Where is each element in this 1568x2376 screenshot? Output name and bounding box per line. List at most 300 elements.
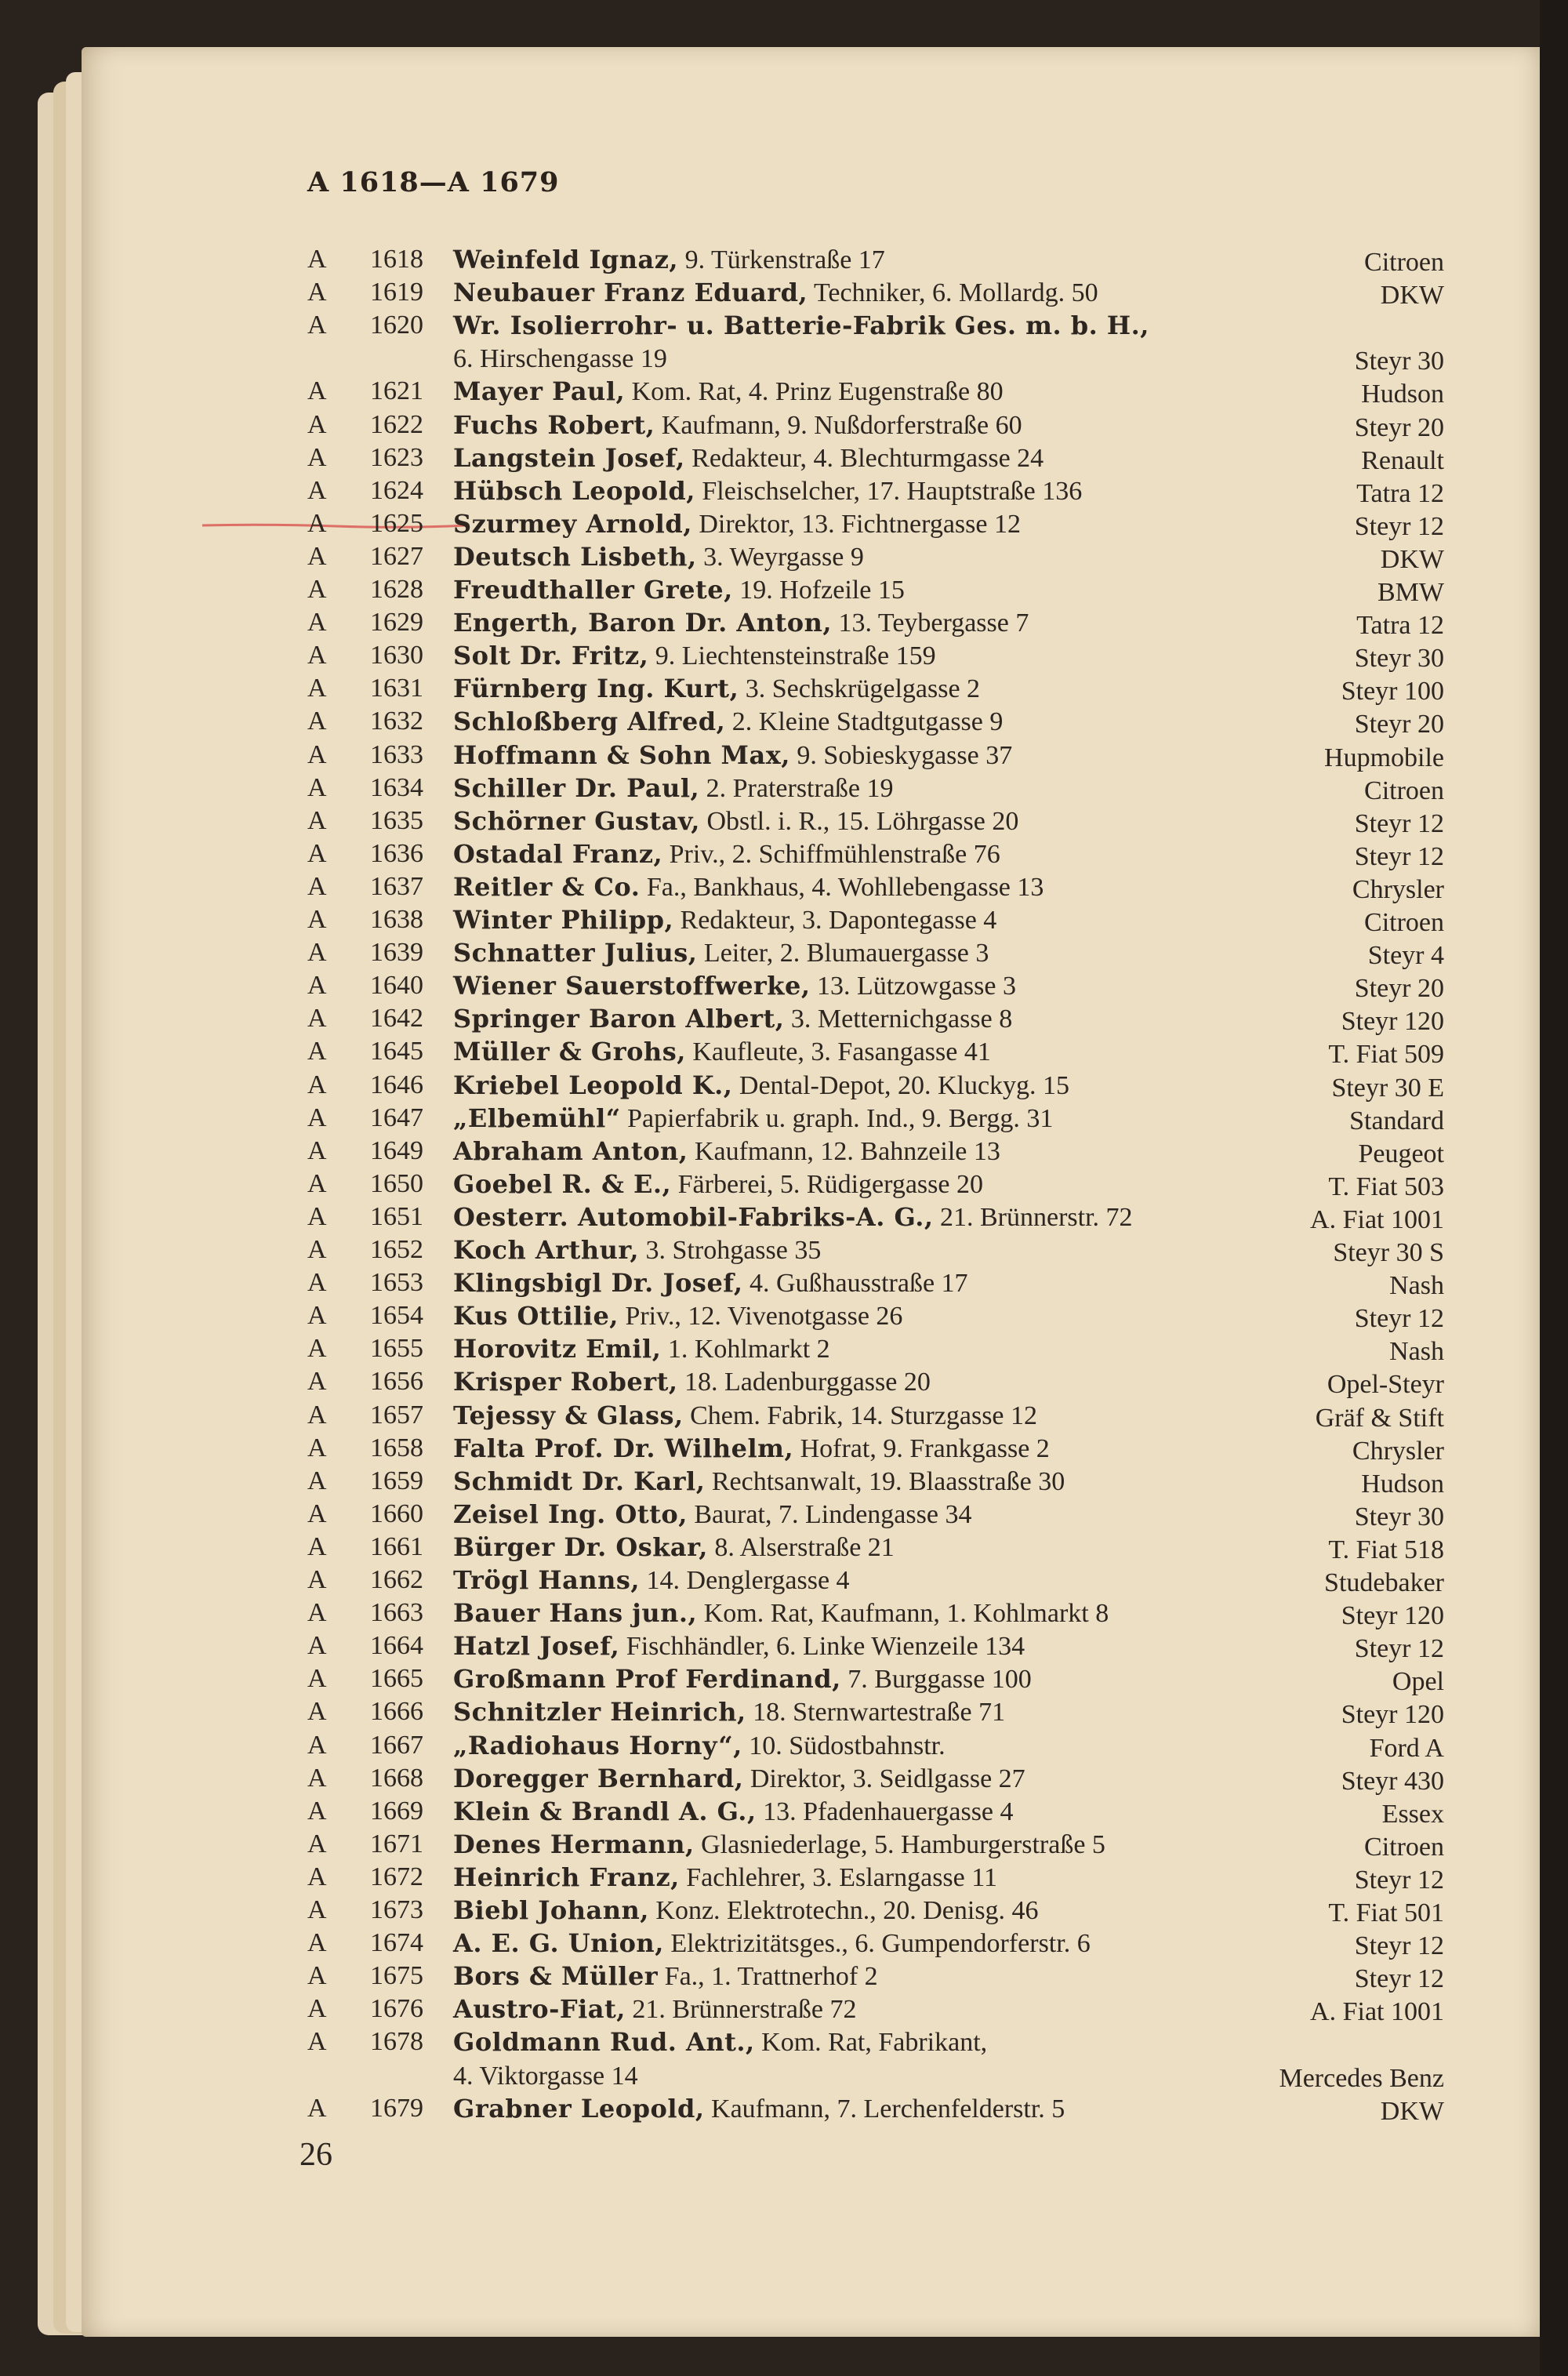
owner-entry (453, 1235, 821, 1266)
owner-name: „Elbemühl“ (453, 1103, 621, 1133)
owner-details: 2. Kleine Stadtgutgasse 9 (725, 707, 1004, 737)
plate-prefix: A (307, 2093, 327, 2123)
owner-entry (453, 1004, 1012, 1034)
car-make: T. Fiat 503 (1328, 1172, 1444, 1201)
registry-entry (0, 376, 1568, 409)
owner-details: Dental-Depot, 20. Kluckyg. 15 (732, 1070, 1070, 1100)
plate-number: 1655 (370, 1334, 423, 1364)
owner-entry (453, 674, 980, 704)
registry-entry (0, 971, 1568, 1004)
car-make: Studebaker (1324, 1568, 1444, 1597)
owner-entry (453, 773, 894, 804)
car-make: Steyr 20 (1354, 710, 1444, 739)
owner-name: Heinrich Franz, (453, 1862, 680, 1892)
car-make: BMW (1377, 578, 1444, 607)
plate-prefix: A (307, 541, 327, 571)
owner-details: 3. Strohgasse 35 (639, 1236, 822, 1265)
registry-entry (0, 872, 1568, 905)
plate-prefix: A (307, 1201, 327, 1231)
owner-entry (453, 1697, 1005, 1728)
plate-number: 1624 (370, 475, 423, 505)
plate-prefix: A (307, 311, 327, 340)
owner-name: Goldmann Rud. Ant., (453, 2027, 755, 2058)
owner-name: Wiener Sauerstoffwerke, (453, 971, 811, 1001)
registry-entry (0, 1961, 1568, 1994)
registry-entry (0, 1401, 1568, 1433)
owner-name: Engerth, Baron Dr. Anton, (453, 608, 833, 638)
plate-number: 1645 (370, 1037, 423, 1066)
registry-entry (0, 278, 1568, 311)
plate-prefix: A (307, 1367, 327, 1397)
owner-entry (453, 343, 667, 374)
owner-details: 2. Praterstraße 19 (699, 773, 894, 803)
owner-name: A. E. G. Union, (453, 1928, 664, 1959)
owner-name: Krisper Robert, (453, 1367, 678, 1397)
plate-number: 1639 (370, 938, 423, 968)
plate-number: 1635 (370, 805, 423, 835)
owner-name: Schnatter Julius, (453, 938, 698, 968)
owner-name: Schörner Gustav, (453, 805, 700, 836)
owner-entry (453, 376, 1004, 407)
owner-details: 4. Viktorgasse 14 (453, 2061, 638, 2091)
plate-number: 1652 (370, 1235, 423, 1264)
owner-name: Denes Hermann, (453, 1829, 695, 1859)
car-make: Citroen (1364, 908, 1444, 937)
plate-number: 1619 (370, 278, 423, 307)
plate-number: 1678 (370, 2027, 423, 2057)
plate-number: 1623 (370, 442, 423, 472)
registry-entry (0, 1169, 1568, 1202)
plate-number: 1630 (370, 641, 423, 670)
owner-details: 13. Pfadenhauergasse 4 (756, 1797, 1014, 1826)
car-make: Mercedes Benz (1279, 2063, 1444, 2093)
plate-prefix: A (307, 1334, 327, 1364)
owner-details: Konz. Elektrotechn., 20. Denisg. 46 (648, 1896, 1039, 1925)
car-make: DKW (1380, 281, 1444, 311)
owner-name: Großmann Prof Ferdinand, (453, 1664, 841, 1695)
owner-details: 21. Brünnerstraße 72 (625, 1995, 857, 2025)
owner-entry (453, 1731, 946, 1761)
owner-entry (453, 740, 1012, 771)
owner-entry (453, 872, 1044, 903)
owner-name: Schloßberg Alfred, (453, 707, 726, 737)
owner-name: Bauer Hans jun., (453, 1598, 698, 1629)
owner-details: 9. Sobieskygasse 37 (789, 740, 1013, 770)
plate-number: 1649 (370, 1135, 423, 1165)
car-make: DKW (1380, 544, 1444, 574)
owner-entry (453, 905, 996, 936)
plate-number: 1663 (370, 1598, 423, 1628)
plate-prefix: A (307, 1961, 327, 1991)
plate-prefix: A (307, 1928, 327, 1958)
owner-details: 8. Alserstraße 21 (707, 1532, 895, 1562)
car-make: A. Fiat 1001 (1310, 1997, 1444, 2027)
owner-name: Langstein Josef, (453, 442, 685, 473)
plate-number: 1658 (370, 1433, 423, 1462)
plate-number: 1633 (370, 739, 423, 769)
owner-entry (453, 1037, 991, 1067)
owner-details: 13. Teybergasse 7 (832, 609, 1029, 638)
owner-name: Schmidt Dr. Karl, (453, 1466, 706, 1496)
owner-entry (453, 707, 1003, 737)
registry-entry (0, 839, 1568, 872)
owner-entry (453, 1862, 997, 1893)
owner-name: Mayer Paul, (453, 376, 626, 407)
owner-entry (453, 1401, 1037, 1431)
car-make: Steyr 100 (1341, 677, 1444, 707)
plate-prefix: A (307, 1400, 327, 1430)
plate-number: 1665 (370, 1664, 423, 1694)
registry-entry (0, 1136, 1568, 1169)
plate-number: 1636 (370, 838, 423, 868)
owner-entry (453, 1136, 1000, 1167)
car-make: DKW (1380, 2096, 1444, 2126)
plate-prefix: A (307, 278, 327, 307)
car-make: Steyr 120 (1341, 1601, 1444, 1631)
plate-prefix: A (307, 1531, 327, 1561)
car-make: Nash (1389, 1337, 1444, 1367)
owner-details: Fa., Bankhaus, 4. Wohllebengasse 13 (640, 872, 1044, 902)
owner-details: Kaufmann, 12. Bahnzeile 13 (688, 1136, 1000, 1166)
registry-entry (0, 443, 1568, 476)
registry-entry (0, 1697, 1568, 1730)
registry-entry (0, 1829, 1568, 1862)
owner-name: Fuchs Robert, (453, 409, 655, 440)
owner-details: Fischhändler, 6. Linke Wienzeile 134 (619, 1632, 1025, 1662)
registry-entry (0, 1928, 1568, 1961)
owner-name: Abraham Anton, (453, 1135, 688, 1166)
plate-prefix: A (307, 905, 327, 934)
owner-entry (453, 1202, 1133, 1233)
owner-details: 10. Südostbahnstr. (742, 1731, 946, 1760)
car-make: Steyr 120 (1341, 1007, 1444, 1037)
owner-entry (453, 641, 936, 671)
registry-entry (0, 1895, 1568, 1928)
plate-number: 1642 (370, 1004, 423, 1034)
plate-number: 1676 (370, 1994, 423, 2024)
owner-name: Freudthaller Grete, (453, 575, 733, 605)
car-make: Steyr 20 (1354, 974, 1444, 1004)
owner-name: Hoffmann & Sohn Max, (453, 739, 790, 770)
owner-name: Springer Baron Albert, (453, 1004, 785, 1034)
car-make: Steyr 4 (1367, 941, 1444, 971)
owner-entry (453, 1433, 1050, 1464)
plate-number: 1668 (370, 1763, 423, 1793)
car-make: Opel (1392, 1667, 1444, 1697)
car-make: Steyr 12 (1354, 1964, 1444, 1994)
car-make: Steyr 12 (1354, 1304, 1444, 1334)
owner-entry (453, 1334, 830, 1364)
owner-name: „Radiohaus Horny“, (453, 1730, 742, 1760)
owner-details: 1. Kohlmarkt 2 (661, 1335, 830, 1364)
owner-details: Chem. Fabrik, 14. Sturzgasse 12 (683, 1401, 1038, 1430)
plate-number: 1627 (370, 541, 423, 571)
registry-entry (0, 1664, 1568, 1697)
owner-entry (453, 1631, 1025, 1662)
owner-entry (453, 410, 1022, 441)
owner-entry (453, 1532, 895, 1563)
owner-name: Kus Ottilie, (453, 1301, 619, 1332)
owner-entry (453, 1301, 902, 1332)
plate-prefix: A (307, 871, 327, 901)
plate-number: 1671 (370, 1829, 423, 1858)
owner-name: Neubauer Franz Eduard, (453, 278, 808, 308)
registry-entry (0, 509, 1568, 542)
car-make: Steyr 30 E (1331, 1073, 1444, 1103)
registry-entry (0, 905, 1568, 938)
car-make: Renault (1361, 445, 1444, 475)
car-make: Steyr 30 (1354, 1502, 1444, 1531)
registry-entry (0, 1103, 1568, 1136)
car-make: Steyr 30 S (1333, 1238, 1444, 1267)
owner-name: Schnitzler Heinrich, (453, 1697, 746, 1728)
owner-name: Oesterr. Automobil-Fabriks-A. G., (453, 1201, 934, 1232)
registry-entry (0, 674, 1568, 707)
plate-prefix: A (307, 1862, 327, 1891)
registry-entry (0, 1499, 1568, 1532)
owner-details: Hofrat, 9. Frankgasse 2 (793, 1433, 1050, 1463)
plate-prefix: A (307, 475, 327, 505)
owner-name: Hatzl Josef, (453, 1631, 620, 1662)
plate-number: 1640 (370, 971, 423, 1001)
car-make: Standard (1349, 1106, 1444, 1135)
owner-details: Fa., 1. Trattnerhof 2 (658, 1962, 878, 1992)
plate-prefix: A (307, 2027, 327, 2057)
plate-prefix: A (307, 1499, 327, 1528)
registry-entry (0, 740, 1568, 773)
owner-entry (453, 542, 864, 572)
plate-number: 1629 (370, 608, 423, 638)
owner-entry (453, 509, 1021, 540)
car-make: Chrysler (1352, 874, 1444, 904)
owner-name: Horovitz Emil, (453, 1334, 662, 1364)
owner-details: Direktor, 3. Seidlgasse 27 (743, 1764, 1025, 1793)
plate-number: 1661 (370, 1531, 423, 1561)
registry-entry (0, 245, 1568, 278)
owner-entry (453, 443, 1044, 474)
registry-entry (0, 476, 1568, 509)
owner-entry (453, 1961, 878, 1992)
owner-name: Deutsch Lisbeth, (453, 541, 697, 572)
owner-entry (453, 1169, 983, 1200)
owner-details: Kom. Rat, Kaufmann, 1. Kohlmarkt 8 (697, 1599, 1109, 1629)
plate-prefix: A (307, 971, 327, 1001)
registry-entry (0, 542, 1568, 575)
plate-number: 1657 (370, 1400, 423, 1430)
registry-entry (0, 1598, 1568, 1631)
owner-details: Glasniederlage, 5. Hamburgerstraße 5 (694, 1829, 1105, 1859)
plate-prefix: A (307, 1070, 327, 1099)
registry-entry (0, 2094, 1568, 2127)
page-number: 26 (299, 2137, 332, 2173)
owner-entry (453, 1466, 1065, 1497)
plate-prefix: A (307, 575, 327, 604)
plate-number: 1646 (370, 1070, 423, 1099)
plate-prefix: A (307, 1697, 327, 1727)
plate-number: 1660 (370, 1499, 423, 1528)
plate-number: 1620 (370, 311, 423, 340)
plate-prefix: A (307, 1763, 327, 1793)
owner-name: Bors & Müller (453, 1961, 659, 1992)
owner-name: Winter Philipp, (453, 905, 674, 935)
plate-prefix: A (307, 1631, 327, 1661)
registry-entry (0, 1532, 1568, 1565)
plate-prefix: A (307, 1796, 327, 1826)
owner-entry (453, 1797, 1014, 1827)
owner-details: Kaufmann, 9. Nußdorferstraße 60 (655, 410, 1022, 440)
plate-number: 1675 (370, 1961, 423, 1991)
car-make: Citroen (1364, 1832, 1444, 1862)
plate-prefix: A (307, 1235, 327, 1264)
owner-details: Fachlehrer, 3. Eslarngasse 11 (679, 1862, 997, 1892)
owner-details: 7. Burggasse 100 (840, 1665, 1032, 1695)
plate-prefix: A (307, 1895, 327, 1924)
plate-prefix: A (307, 805, 327, 835)
plate-number: 1679 (370, 2093, 423, 2123)
owner-name: Koch Arthur, (453, 1235, 640, 1265)
car-make: Steyr 430 (1341, 1766, 1444, 1796)
plate-prefix: A (307, 739, 327, 769)
car-make: Steyr 12 (1354, 1634, 1444, 1664)
owner-entry (453, 1664, 1032, 1695)
owner-entry (453, 1268, 968, 1299)
registry-entry (0, 410, 1568, 443)
owner-details: Elektrizitätsges., 6. Gumpendorferstr. 6 (663, 1929, 1091, 1959)
plate-number: 1650 (370, 1168, 423, 1198)
plate-number: 1662 (370, 1565, 423, 1594)
plate-prefix: A (307, 938, 327, 968)
plate-number: 1647 (370, 1103, 423, 1132)
plate-prefix: A (307, 838, 327, 868)
owner-name: Wr. Isolierrohr- u. Batterie-Fabrik Ges. m. b. H., (453, 311, 1149, 341)
car-make: Steyr 30 (1354, 347, 1444, 376)
owner-details: Priv., 12. Vivenotgasse 26 (618, 1302, 903, 1332)
owner-entry (453, 311, 1149, 341)
plate-prefix: A (307, 1037, 327, 1066)
owner-name: Reitler & Co. (453, 871, 641, 902)
registry-entry (0, 806, 1568, 839)
owner-name: Doregger Bernhard, (453, 1763, 744, 1793)
car-make: Hupmobile (1324, 743, 1444, 772)
registry-entry (0, 1004, 1568, 1037)
owner-details: Kom. Rat, Fabrikant, (754, 2028, 988, 2058)
owner-entry (453, 476, 1082, 507)
owner-entry (453, 1103, 1053, 1134)
car-make: Steyr 12 (1354, 511, 1444, 541)
plate-number: 1664 (370, 1631, 423, 1661)
owner-name: Bürger Dr. Oskar, (453, 1531, 708, 1562)
car-make: Hudson (1361, 1469, 1444, 1499)
registry-entry (0, 1862, 1568, 1895)
plate-prefix: A (307, 1730, 327, 1760)
plate-prefix: A (307, 1433, 327, 1462)
owner-details: 6. Hirschengasse 19 (453, 344, 667, 374)
car-make: Essex (1381, 1799, 1444, 1829)
plate-number: 1637 (370, 871, 423, 901)
owner-name: Trögl Hanns, (453, 1565, 641, 1595)
owner-details: 14. Denglergasse 4 (640, 1566, 850, 1595)
plate-prefix: A (307, 641, 327, 670)
owner-details: Kaufmann, 7. Lerchenfelderstr. 5 (704, 2094, 1065, 2124)
car-make: Peugeot (1358, 1139, 1444, 1168)
plate-number: 1628 (370, 575, 423, 604)
owner-details: Färberei, 5. Rüdigergasse 20 (671, 1169, 983, 1199)
plate-number: 1659 (370, 1466, 423, 1495)
registry-entry (0, 1235, 1568, 1268)
plate-prefix: A (307, 1168, 327, 1198)
owner-entry (453, 278, 1098, 308)
owner-entry (453, 1829, 1105, 1860)
plate-number: 1622 (370, 409, 423, 439)
registry-entry (0, 641, 1568, 674)
owner-details: Leiter, 2. Blumauergasse 3 (697, 939, 989, 968)
owner-entry (453, 1070, 1069, 1101)
car-make: A. Fiat 1001 (1310, 1204, 1444, 1234)
owner-details: 3. Weyrgasse 9 (696, 542, 864, 572)
car-make: Steyr 12 (1354, 808, 1444, 838)
plate-prefix: A (307, 442, 327, 472)
registry-entry (0, 343, 1568, 376)
registry-entry (0, 1764, 1568, 1797)
owner-details: Direktor, 13. Fichtnergasse 12 (691, 509, 1021, 539)
registry-entry (0, 608, 1568, 641)
owner-name: Biebl Johann, (453, 1895, 649, 1925)
plate-number: 1654 (370, 1301, 423, 1331)
owner-details: 19. Hofzeile 15 (732, 576, 905, 605)
owner-name: Hübsch Leopold, (453, 475, 695, 506)
owner-name: Ostadal Franz, (453, 838, 663, 869)
registry-entry (0, 1268, 1568, 1301)
car-make: Chrysler (1352, 1436, 1444, 1466)
owner-name: Solt Dr. Fritz, (453, 641, 649, 671)
owner-details: Kaufleute, 3. Fasangasse 41 (685, 1037, 991, 1067)
owner-entry (453, 1928, 1091, 1959)
plate-prefix: A (307, 1994, 327, 2024)
owner-entry (453, 245, 885, 275)
plate-prefix: A (307, 409, 327, 439)
owner-entry (453, 971, 1016, 1001)
plate-prefix: A (307, 1565, 327, 1594)
registry-entry (0, 1466, 1568, 1499)
registry-entry (0, 773, 1568, 806)
plate-number: 1632 (370, 707, 423, 736)
plate-number: 1672 (370, 1862, 423, 1891)
registry-entry (0, 575, 1568, 608)
plate-number: 1625 (370, 508, 423, 538)
car-make: Opel-Steyr (1327, 1370, 1444, 1400)
plate-prefix: A (307, 1301, 327, 1331)
owner-entry (453, 1764, 1025, 1794)
registry-entry (0, 1565, 1568, 1598)
owner-details: 21. Brünnerstr. 72 (933, 1202, 1133, 1232)
owner-details: Redakteur, 4. Blechturmgasse 24 (684, 443, 1044, 473)
registry-entry (0, 1367, 1568, 1400)
plate-prefix: A (307, 1103, 327, 1132)
car-make: Citroen (1364, 248, 1444, 277)
owner-entry (453, 806, 1018, 837)
registry-entry (0, 1202, 1568, 1235)
owner-entry (453, 2094, 1065, 2124)
owner-details: 3. Sechskrügelgasse 2 (739, 674, 981, 704)
registry-entry (0, 1301, 1568, 1334)
owner-name: Klingsbigl Dr. Josef, (453, 1268, 743, 1299)
registry-entry (0, 2061, 1568, 2094)
plate-number: 1651 (370, 1201, 423, 1231)
registry-entry (0, 1631, 1568, 1664)
plate-prefix: A (307, 1466, 327, 1495)
plate-prefix: A (307, 608, 327, 638)
car-make: Steyr 20 (1354, 412, 1444, 442)
